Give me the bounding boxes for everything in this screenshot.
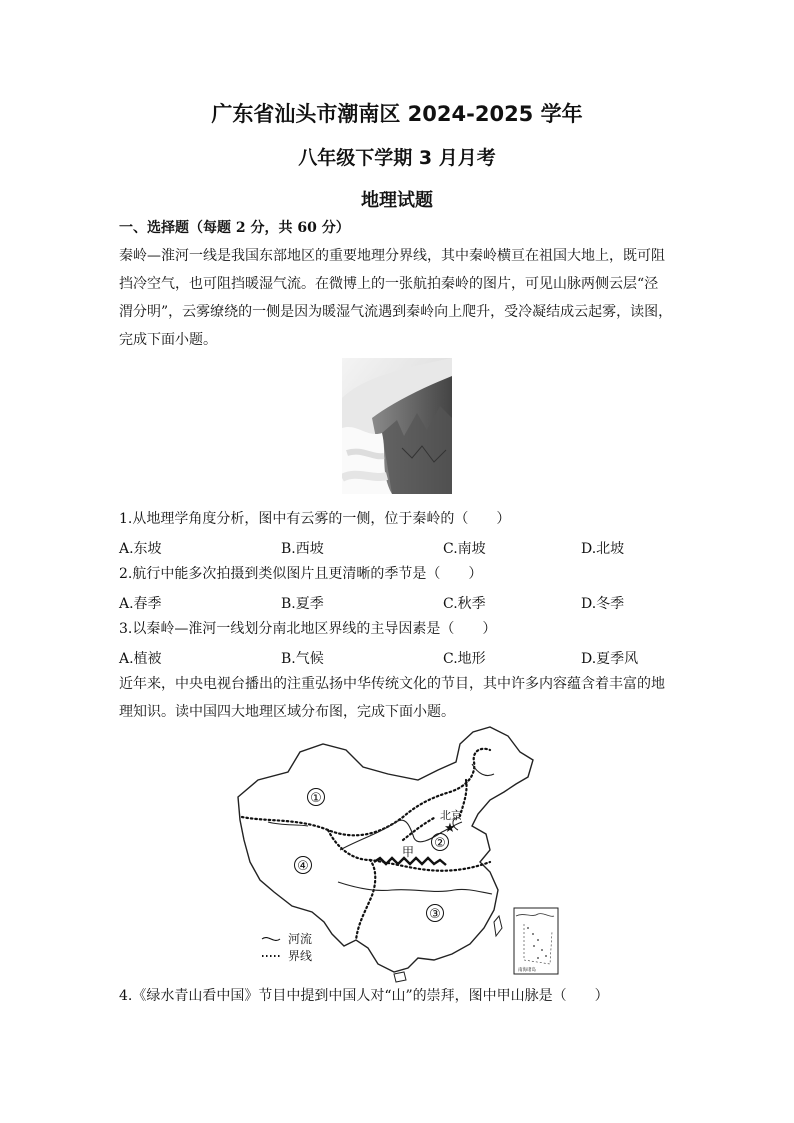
q3-option-d[interactable]: D.夏季风: [581, 651, 639, 667]
qinling-aerial-photo: [342, 358, 452, 494]
legend-boundary-label: 界线: [288, 949, 313, 963]
inset-label: 南海诸岛: [518, 968, 536, 973]
exam-title-line1: 广东省汕头市潮南区 2024-2025 学年: [211, 102, 583, 126]
taiwan-island: [494, 916, 502, 936]
q2-option-d[interactable]: D.冬季: [581, 596, 625, 612]
passage2-line: 近年来，中央电视台播出的注重弘扬中华传统文化的节目，其中许多内容蕴含着丰富的地: [119, 676, 665, 692]
beijing-star-icon: ★: [444, 821, 456, 836]
beijing-label: 北京: [440, 809, 462, 822]
q2-option-c[interactable]: C.秋季: [443, 596, 486, 612]
q3-option-b[interactable]: B.气候: [281, 651, 324, 667]
q1-option-a[interactable]: A.东坡: [119, 541, 162, 557]
q1-option-b[interactable]: B.西坡: [281, 541, 324, 557]
question-2-stem: 2.航行中能多次拍摄到类似图片且更清晰的季节是（ ）: [119, 566, 483, 582]
boundary-qinghai-tibet: [328, 830, 375, 940]
q3-option-c[interactable]: C.地形: [443, 651, 486, 667]
question-4-stem: 4.《绿水青山看中国》节目中提到中国人对“山”的崇拜，图中甲山脉是（ ）: [119, 988, 609, 1004]
section-heading: 一、选择题（每题 2 分，共 60 分）: [119, 220, 350, 236]
yangtze-river: [338, 882, 492, 894]
q1-option-d[interactable]: D.北坡: [581, 541, 625, 557]
exam-title-line2: 八年级下学期 3 月月考: [298, 147, 496, 169]
question-1-stem: 1.从地理学角度分析，图中有云雾的一侧，位于秦岭的（ ）: [119, 511, 511, 527]
northeast-river: [472, 764, 494, 776]
hainan-island: [394, 972, 406, 982]
china-regions-map: [228, 722, 588, 984]
qinling-mountain-range: [374, 858, 446, 865]
passage1-line: 挡冷空气，也可阻挡暖湿气流。在微博上的一张航拍秦岭的图片，可见山脉两侧云层“泾: [119, 276, 659, 292]
q2-option-b[interactable]: B.夏季: [281, 596, 324, 612]
passage1-line: 渭分明”，云雾缭绕的一侧是因为暖湿气流遇到秦岭向上爬升，受冷凝结成云起雾，读图，: [119, 304, 673, 320]
passage1-line: 秦岭—淮河一线是我国东部地区的重要地理分界线，其中秦岭横亘在祖国大地上，既可阻: [119, 248, 665, 264]
region-label-4: ④: [297, 859, 309, 874]
exam-subject-title: 地理试题: [361, 190, 433, 211]
region-label-3: ③: [429, 907, 441, 922]
boundary-north-china: [403, 818, 434, 840]
china-outline: [238, 727, 533, 972]
q2-option-a[interactable]: A.春季: [119, 596, 162, 612]
passage2-line: 理知识。读中国四大地理区域分布图，完成下面小题。: [119, 704, 455, 720]
region-label-2: ②: [434, 836, 446, 851]
passage1-line: 完成下面小题。: [119, 332, 217, 348]
q3-option-a[interactable]: A.植被: [119, 651, 162, 667]
region-label-1: ①: [310, 791, 322, 806]
legend-river-label: 河流: [288, 932, 313, 946]
mountain-label-jia: 甲: [402, 845, 415, 859]
question-3-stem: 3.以秦岭—淮河一线划分南北地区界线的主导因素是（ ）: [119, 621, 497, 637]
q1-option-c[interactable]: C.南坡: [443, 541, 486, 557]
legend-river-symbol: [262, 938, 280, 941]
